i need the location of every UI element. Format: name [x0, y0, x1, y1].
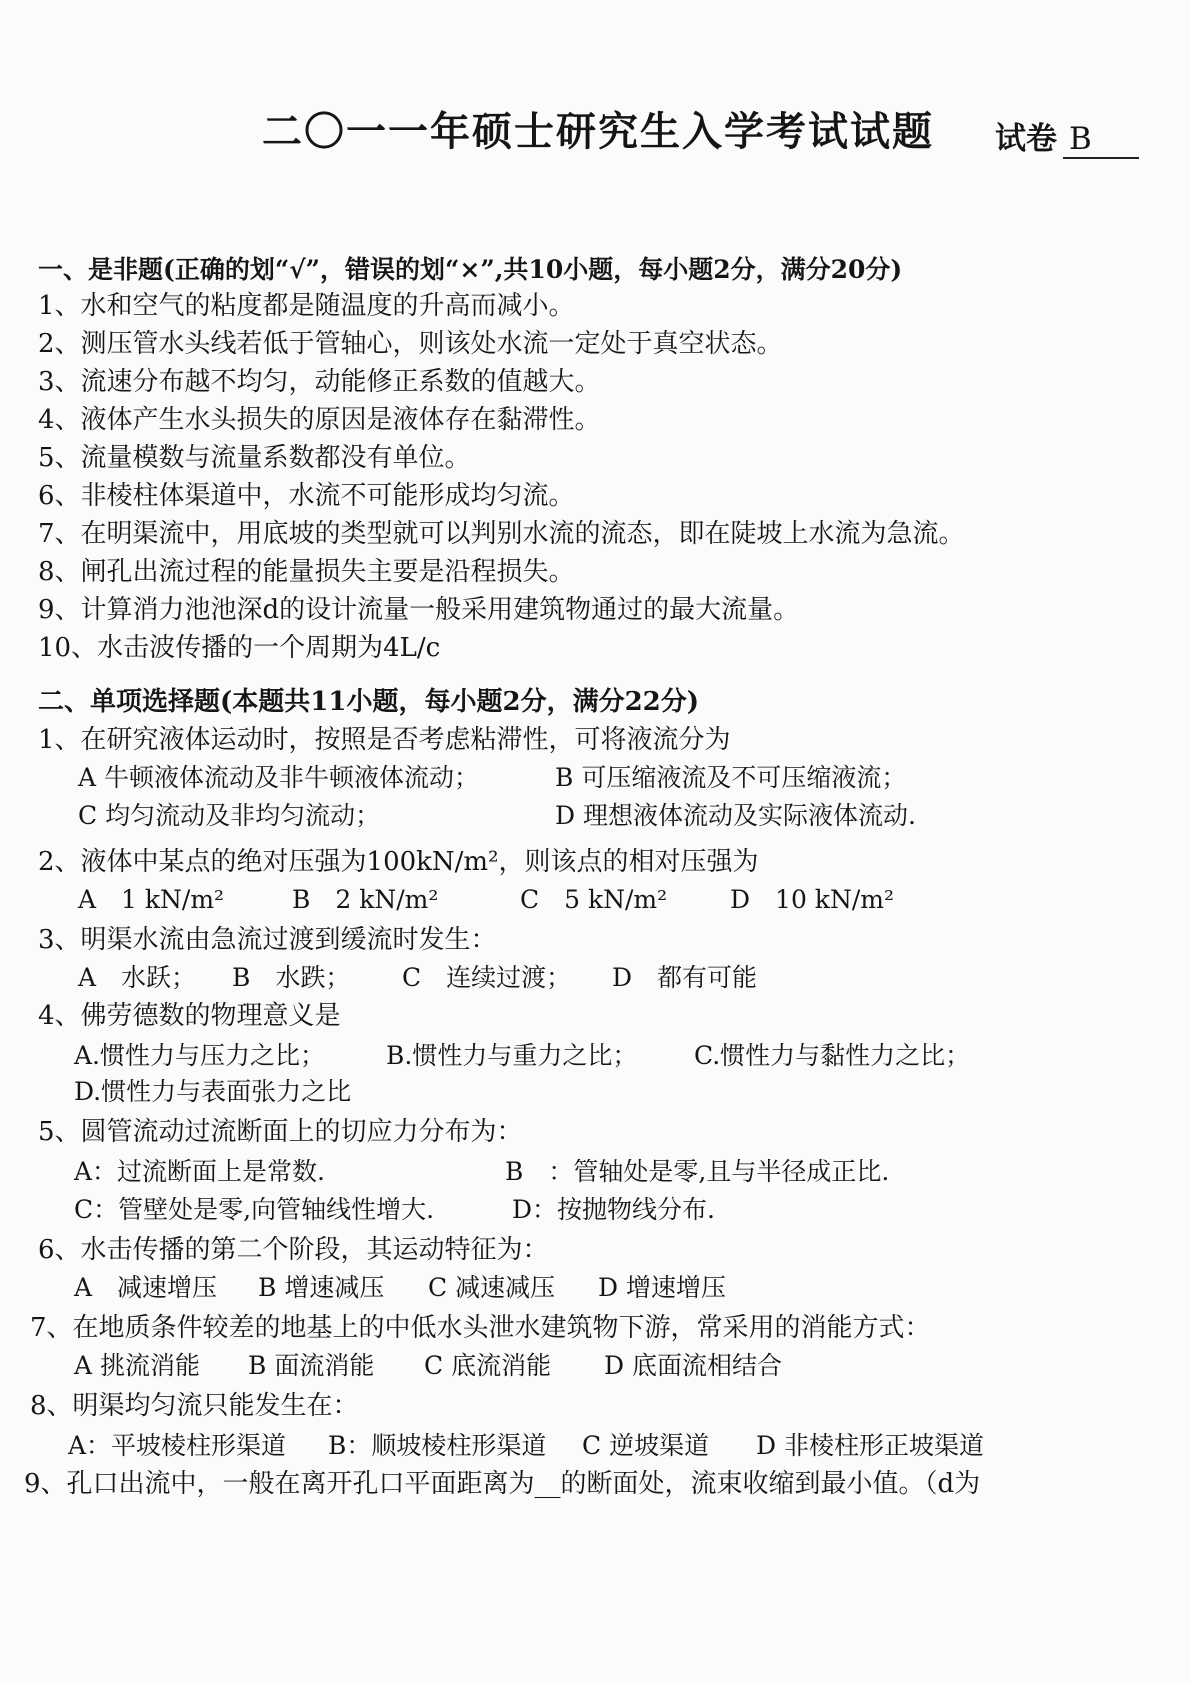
mc-q4-option-c: C.惯性力与黏性力之比；	[694, 1041, 971, 1070]
mc-question-9-stem: 9、孔口出流中，一般在离开孔口平面距离为__的断面处，流束收缩到最小值。（d为	[24, 1469, 981, 1499]
mc-question-5-stem: 5、圆管流动过流断面上的切应力分布为：	[38, 1117, 523, 1147]
exam-title: 二〇一一年硕士研究生入学考试试题	[262, 108, 934, 155]
mc-question-3-stem: 3、明渠水流由急流过渡到缓流时发生：	[38, 925, 497, 955]
mc-q1-option-a: A 牛顿液体流动及非牛顿液体流动；	[78, 763, 480, 792]
mc-q5-option-d: D：按抛物线分布.	[512, 1195, 715, 1224]
mc-question-6-stem: 6、水击传播的第二个阶段，其运动特征为：	[38, 1235, 549, 1265]
tf-question-3: 3、流速分布越不均匀，动能修正系数的值越大。	[38, 367, 601, 397]
tf-question-9: 9、计算消力池池深d的设计流量一般采用建筑物通过的最大流量。	[38, 595, 800, 625]
mc-question-4-stem: 4、佛劳德数的物理意义是	[38, 1001, 341, 1031]
mc-q3-option-b: B 水跌；	[232, 963, 351, 992]
mc-q7-option-a: A 挑流消能	[74, 1351, 201, 1380]
mc-question-7-stem: 7、在地质条件较差的地基上的中低水头泄水建筑物下游，常采用的消能方式：	[30, 1313, 931, 1343]
mc-q6-option-a: A 减速增压	[74, 1273, 218, 1302]
mc-q5-option-b: B ：管轴处是零,且与半径成正比.	[505, 1157, 890, 1186]
mc-q4-option-a: A.惯性力与压力之比；	[74, 1041, 326, 1070]
mc-q6-option-d: D 增速增压	[598, 1273, 726, 1302]
mc-q8-option-a: A：平坡棱柱形渠道	[68, 1431, 287, 1460]
mc-question-2-stem: 2、液体中某点的绝对压强为100kN/m²，则该点的相对压强为	[38, 847, 759, 877]
mc-q2-option-c: C 5 kN/m²	[520, 885, 668, 914]
mc-q8-option-b: B：顺坡棱柱形渠道	[328, 1431, 547, 1460]
section2-heading: 二、单项选择题(本题共11小题，每小题2分，满分22分)	[38, 687, 700, 717]
tf-question-1: 1、水和空气的粘度都是随温度的升高而减小。	[38, 291, 575, 321]
tf-question-2: 2、测压管水头线若低于管轴心，则该处水流一定处于真空状态。	[38, 329, 783, 359]
mc-q7-option-b: B 面流消能	[248, 1351, 375, 1380]
tf-question-10: 10、水击波传播的一个周期为4L/c	[38, 633, 441, 663]
paper-version	[995, 113, 1139, 159]
mc-q5-option-a: A：过流断面上是常数.	[74, 1157, 326, 1186]
mc-q3-option-a: A 水跃；	[78, 963, 197, 992]
mc-q8-option-c: C 逆坡渠道	[582, 1431, 710, 1460]
paper-version-label: 试卷	[995, 121, 1057, 157]
mc-q1-option-b: B 可压缩液流及不可压缩液流；	[555, 763, 907, 792]
mc-q6-option-b: B 增速减压	[258, 1273, 385, 1302]
mc-q3-option-c: C 连续过渡；	[402, 963, 572, 992]
paper-version-value: B	[1063, 121, 1139, 159]
mc-q4-option-d: D.惯性力与表面张力之比	[74, 1077, 352, 1106]
mc-q6-option-c: C 减速减压	[428, 1273, 556, 1302]
mc-q2-option-b: B 2 kN/m²	[292, 885, 439, 914]
mc-q7-option-d: D 底面流相结合	[604, 1351, 782, 1380]
mc-q4-option-b: B.惯性力与重力之比；	[386, 1041, 638, 1070]
tf-question-5: 5、流量模数与流量系数都没有单位。	[38, 443, 471, 473]
mc-q8-option-d: D 非棱柱形正坡渠道	[756, 1431, 984, 1460]
mc-q1-option-c: C 均匀流动及非均匀流动；	[78, 801, 381, 830]
tf-question-6: 6、非棱柱体渠道中，水流不可能形成均匀流。	[38, 481, 575, 511]
section1-heading: 一、是非题(正确的划“√”，错误的划“×”,共10小题，每小题2分，满分20分)	[38, 255, 903, 284]
mc-question-8-stem: 8、明渠均匀流只能发生在：	[30, 1391, 359, 1421]
tf-question-7: 7、在明渠流中，用底坡的类型就可以判别水流的流态，即在陡坡上水流为急流。	[38, 519, 965, 549]
tf-question-4: 4、液体产生水头损失的原因是液体存在黏滞性。	[38, 405, 601, 435]
mc-question-1-stem: 1、在研究液体运动时，按照是否考虑粘滞性，可将液流分为	[38, 725, 731, 755]
mc-q1-option-d: D 理想液体流动及实际液体流动.	[555, 801, 916, 830]
mc-q2-option-a: A 1 kN/m²	[78, 885, 225, 914]
mc-q2-option-d: D 10 kN/m²	[730, 885, 894, 914]
tf-question-8: 8、闸孔出流过程的能量损失主要是沿程损失。	[38, 557, 575, 587]
mc-q7-option-c: C 底流消能	[424, 1351, 552, 1380]
mc-q5-option-c: C：管壁处是零,向管轴线性增大.	[74, 1195, 435, 1224]
mc-q3-option-d: D 都有可能	[612, 963, 758, 992]
